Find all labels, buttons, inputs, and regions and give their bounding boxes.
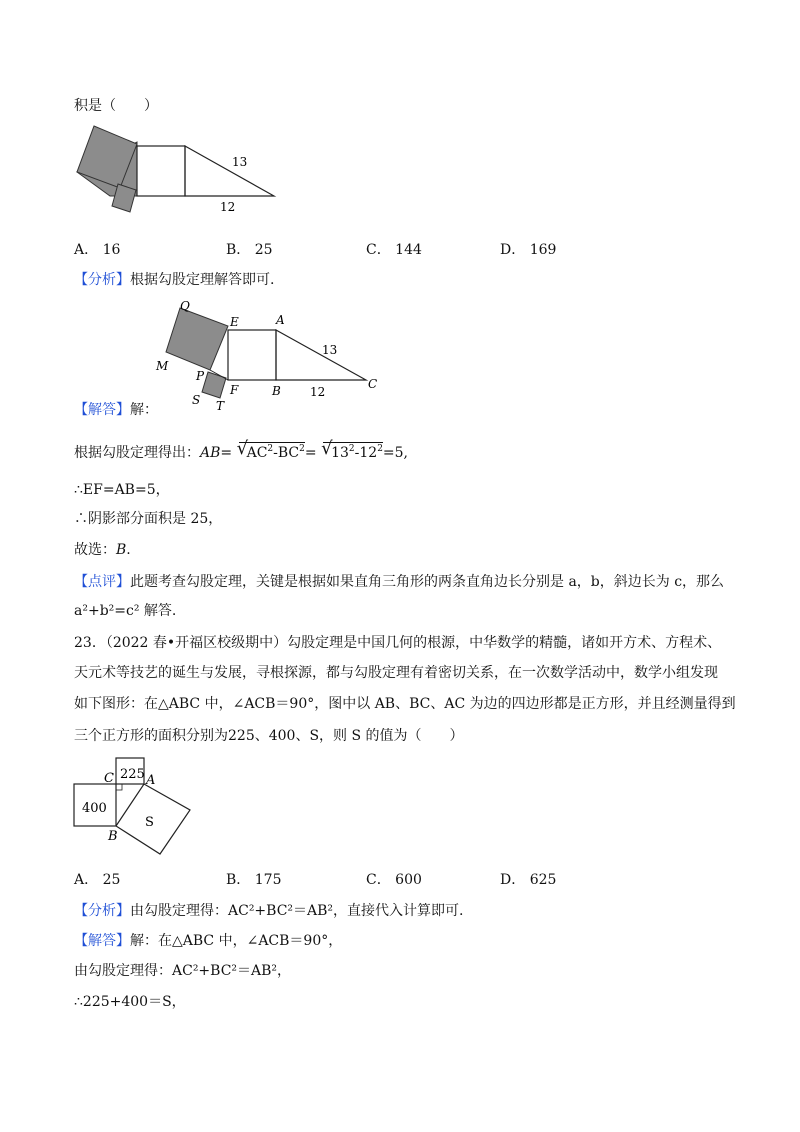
label-13: 13 — [322, 343, 338, 357]
q23-figure — [70, 756, 200, 860]
sqrt-1: √ $AC^2-BC^2$ — [236, 438, 305, 461]
q23-option-b: B． 175 — [226, 872, 282, 888]
label-a: A — [146, 773, 156, 788]
q22-option-d: D． 169 — [500, 242, 557, 258]
q22-step-3: ∴阴影部分面积是 25， — [74, 511, 223, 527]
label-f: F — [230, 383, 239, 397]
q23-option-c: C． 600 — [366, 872, 422, 888]
q22-step-4: 故选：B. — [74, 542, 131, 558]
square-pfts — [202, 372, 226, 398]
square-mpqe — [166, 308, 228, 370]
label-q: Q — [180, 299, 190, 313]
q22-label-12: 12 — [220, 200, 236, 214]
label-225: 225 — [120, 767, 145, 782]
right-angle-mark — [116, 784, 122, 790]
q22-middle-square — [137, 146, 185, 196]
q22-figure — [74, 126, 284, 218]
q22-comment-line2: a²+b²=c² 解答. — [74, 603, 177, 619]
q23-stem-3: 如下图形：在△ABC 中，∠ACB＝90°，图中以 AB、BC、AC 为边的四边形都是正方形，并且经测量得到 — [74, 696, 736, 712]
q23-stem-4: 三个正方形的面积分别为225、400、S，则 S 的值为（ ） — [74, 728, 464, 744]
analysis-tag: 【分析】 — [74, 272, 130, 288]
triangle-abc — [276, 330, 366, 380]
label-m: M — [156, 359, 169, 373]
q22-analysis: 【分析】根据勾股定理解答即可. — [74, 272, 275, 288]
q23-option-d: D． 625 — [500, 872, 557, 888]
q23-option-a: A． 25 — [74, 872, 121, 888]
q22-option-a: A． 16 — [74, 242, 121, 258]
label-c: C — [368, 377, 378, 391]
q22-option-c: C． 144 — [366, 242, 422, 258]
q22-label-13: 13 — [232, 155, 248, 169]
label-a: A — [276, 313, 285, 327]
q23-analysis: 【分析】由勾股定理得：AC²+BC²＝AB²，直接代入计算即可. — [74, 903, 464, 919]
solution-tag: 【解答】 — [74, 402, 130, 418]
q22-step-2: ∴EF=AB=5， — [74, 482, 170, 498]
label-12: 12 — [310, 385, 326, 399]
square-efba — [228, 330, 276, 380]
q23-solution: 【解答】解：在△ABC 中，∠ACB＝90°， — [74, 933, 343, 949]
label-b: B — [108, 829, 118, 844]
solution-tag: 【解答】 — [74, 933, 130, 949]
label-c: C — [104, 771, 114, 786]
label-b: B — [272, 384, 281, 398]
comment-tag: 【点评】 — [74, 574, 130, 590]
q22-right-triangle — [185, 146, 274, 196]
q23-stem-2: 天元术等技艺的诞生与发展，寻根探源，都与勾股定理有着密切关系，在一次数学活动中，数学小组发现 — [74, 665, 718, 681]
q23-step-1: 由勾股定理得：AC²+BC²＝AB²， — [74, 963, 292, 979]
q23-step-2: ∴225+400＝S， — [74, 994, 186, 1010]
q23-stem-1: 23．（2022 春•开福区校级期中）勾股定理是中国几何的根源，中华数学的精髓，诸如开方术、方程术、 — [74, 635, 722, 651]
sqrt-2: √ $13^2-12^2$ — [321, 438, 383, 461]
analysis-tag: 【分析】 — [74, 903, 130, 919]
q22-stem-tail: 积是（ ） — [74, 98, 158, 114]
label-400: 400 — [82, 801, 107, 816]
q22-comment: 【点评】此题考查勾股定理，关键是根据如果直角三角形的两条直角边长分别是 a，b，斜边长为 c，那么 — [74, 574, 725, 590]
q22-solution-figure — [150, 300, 390, 412]
q22-solution: 【解答】解： — [74, 402, 158, 418]
q22-step-1: 根据勾股定理得出：AB= √ $AC^2-BC^2=$ √ $13^2-12^2=5$, — [74, 438, 409, 461]
q22-option-b: B． 25 — [226, 242, 273, 258]
label-s: S — [192, 393, 201, 407]
label-e: E — [230, 315, 239, 329]
label-p: P — [196, 369, 205, 383]
label-t: T — [216, 399, 225, 413]
label-s: S — [145, 815, 154, 830]
